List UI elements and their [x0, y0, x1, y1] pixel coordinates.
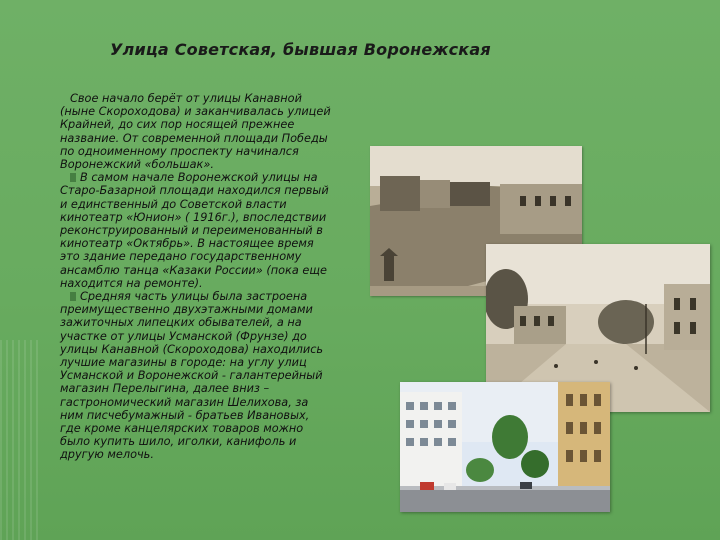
modern-photo-street	[400, 382, 610, 512]
slide-body-text	[60, 92, 332, 462]
slide-title: Улица Советская, бывшая Воронежская	[110, 40, 491, 59]
paragraph-3: Средняя часть улицы была застроена преимущественно двухэтажными домами зажиточных липецких обывателей, а на участке от улицы Усманской (Фрунзе) до улицы Канавной (Скороходова) находились лучшие магазины в городе: на углу улиц Усманской и Воронежской - галантерейный магазин Перелыгина, далее вниз – гастрономический магазин Шелихова, за ним писчебумажный - братьев Ивановых, где кроме канцелярских товаров можно было купить шило, иголки, канифоль и другую мелочь.	[60, 290, 324, 462]
bullet-icon	[70, 292, 76, 301]
paragraph-1: Свое начало берёт от улицы Канавной (ныне Скороходова) и заканчивалась улицей Крайней, до сих пор носящей прежнее название. От современной площади Победы по одноименному проспекту начинался Воронежский «большак».	[60, 92, 331, 172]
decorative-stripes	[0, 340, 40, 540]
bullet-icon	[70, 173, 76, 182]
paragraph-2: В самом начале Воронежской улицы на Старо-Базарной площади находился первый и единственный до Советской власти кинотеатр «Юнион» ( 1916г.), впоследствии реконструированный и переименованный в кинотеатр «Октябрь». В настоящее время это здание передано государственному ансамблю танца «Казаки России» (пока еще находится на ремонте).	[60, 171, 329, 290]
